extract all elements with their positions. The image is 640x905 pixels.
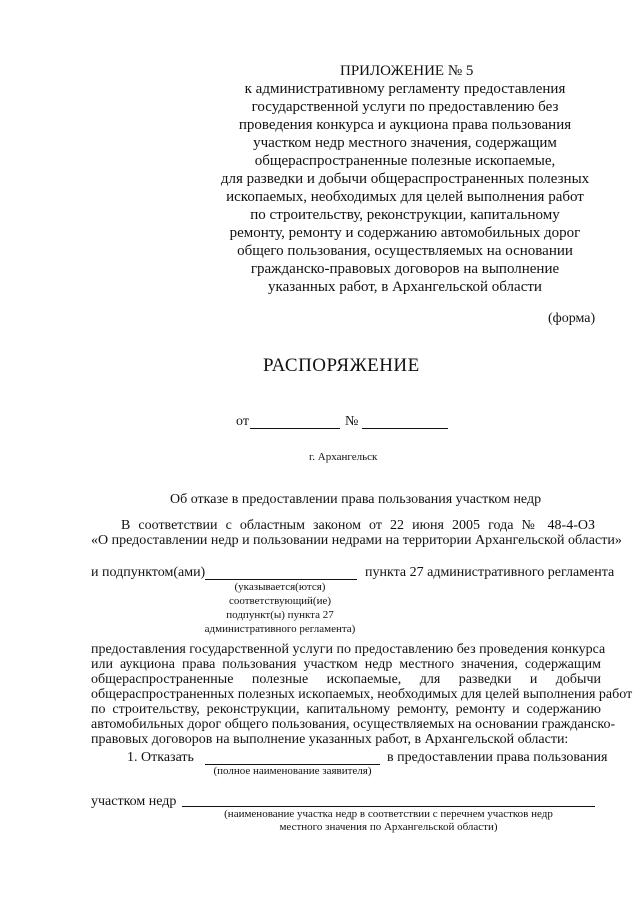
hint-line: местного значения по Архангельской области) (279, 821, 498, 833)
appendix-line: ископаемых, необходимых для целей выполнения работ (226, 189, 584, 205)
appendix-line: для разведки и добычи общераспространенных полезных (220, 171, 590, 187)
hint-line: административного регламента) (204, 623, 356, 635)
item1-suffix: в предоставлении права пользования (387, 750, 608, 765)
appendix-line: гражданско-правовых договоров на выполнение (250, 261, 560, 277)
hint-line: (наименование участка недр в соответствии с перечнем участков недр (224, 808, 553, 820)
date-field[interactable] (250, 428, 340, 429)
appendix-line: к административному регламенту предоставления (244, 81, 566, 97)
city-label: г. Архангельск (309, 451, 378, 463)
paragraph-line: по строительству, реконструкции, капитальному ремонту, ремонту и содержанию (91, 702, 601, 717)
document-subject: Об отказе в предоставлении права пользования участком недр (170, 492, 542, 507)
applicant-hint: (полное наименование заявителя) (213, 765, 372, 777)
paragraph-line: автомобильных дорог общего пользования, осуществляемых на основании гражданско- (91, 717, 616, 732)
intro-line-2: «О предоставлении недр и пользовании недрами на территории Архангельской области» (91, 533, 622, 548)
subpoint-prefix: и подпунктом(ами) (91, 565, 206, 580)
hint-line: подпункт(ы) пункта 27 (226, 609, 334, 621)
subpoint-suffix: пункта 27 административного регламента (365, 565, 615, 580)
appendix-heading: ПРИЛОЖЕНИЕ № 5 (340, 63, 474, 79)
number-label: № (345, 414, 359, 429)
plot-name-field[interactable] (182, 806, 595, 807)
appendix-line: проведения конкурса и аукциона права пользования (238, 117, 572, 133)
appendix-line: государственной услуги по предоставлению без (251, 99, 559, 115)
appendix-line: ремонту, ремонту и содержанию автомобильных дорог (229, 225, 581, 241)
item1-prefix: 1. Отказать (127, 750, 194, 765)
hint-line: (указывается(ются) (234, 581, 326, 593)
paragraph-line: общераспространенные полезные ископаемые, для разведки и добычи (91, 672, 601, 687)
date-label: от (236, 414, 249, 429)
paragraph-line: общераспространенных полезных ископаемых, необходимых для целей выполнения работ (91, 687, 633, 702)
paragraph-line: правовых договоров на выполнение указанных работ, в Архангельской области: (91, 732, 569, 747)
document-title: РАСПОРЯЖЕНИЕ (263, 355, 420, 376)
appendix-line: по строительству, реконструкции, капитальному (250, 207, 560, 223)
number-field[interactable] (362, 428, 448, 429)
appendix-line: участком недр местного значения, содержащим (253, 135, 557, 151)
plot-hint (182, 808, 595, 834)
subpoint-hint (195, 580, 365, 636)
paragraph-line: или аукциона права пользования участком недр местного значения, содержащим (91, 657, 601, 672)
appendix-line: общераспространенные полезные ископаемые, (254, 153, 556, 169)
main-paragraph (91, 642, 633, 747)
appendix-line: общего пользования, осуществляемых на основании (237, 243, 573, 259)
intro-line-1: В соответствии с областным законом от 22 июня 2005 года № 48-4-ОЗ (121, 518, 595, 533)
paragraph-line: предоставления государственной услуги по предоставлению без проведения конкурса (91, 642, 606, 657)
form-label: (форма) (548, 311, 596, 326)
plot-label: участком недр (91, 794, 177, 809)
appendix-line: указанных работ, в Архангельской области (268, 279, 542, 295)
hint-line: соответствующий(ие) (228, 595, 332, 607)
appendix-subtitle (205, 80, 605, 296)
